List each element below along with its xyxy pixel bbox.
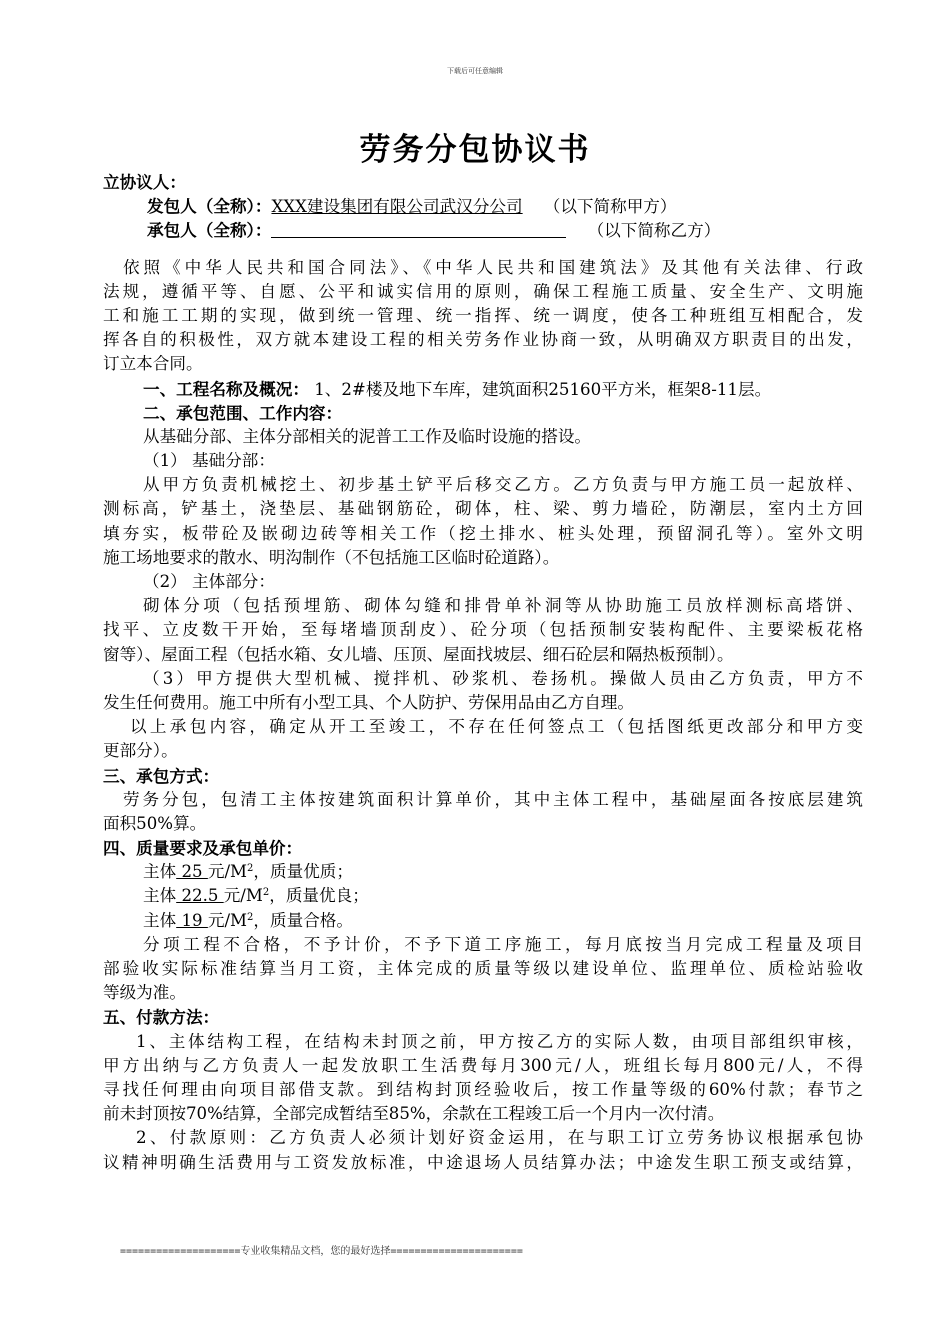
employer-label: 发包人（全称）： (147, 196, 272, 217)
price-unit: 元/M (207, 910, 248, 930)
section2-sub1-heading: （1） 基础分部： (143, 451, 275, 471)
section2-intro: 从基础分部、主体分部相关的泥普工工作及临时设施的搭设。 (143, 426, 592, 446)
section2-sub3-paragraph (103, 667, 863, 715)
price-unit-sup: 2 (247, 863, 254, 875)
section5-line: 寻找任何理由向项目部借支款。到结构封顶经验收后，按工作量等级的60%付款；春节之 (103, 1079, 863, 1099)
intro-paragraph (103, 256, 863, 377)
section5-line: 前未封顶按70%结算，全部完成暂结至85%，余款在工程竣工后一个月内一次付清。 (103, 1104, 725, 1124)
summary-line: 以上承包内容，确定从开工至竣工，不存在任何签点工（包括图纸更改部分和甲方变 (130, 717, 863, 737)
price-unit-sup: 2 (247, 911, 254, 923)
price-line (103, 884, 863, 908)
section5-line: 2、付款原则：乙方负责人必须计划好资金运用，在与职工订立劳务协议根据承包协 (136, 1128, 863, 1148)
employer-line (103, 194, 863, 218)
contractor-name-blank (271, 220, 566, 238)
price-unit-sup: 2 (262, 887, 270, 899)
section4-line: 分项工程不合格，不予计价，不予下道工序施工，每月底按当月完成工程量及项目 (143, 934, 863, 954)
sub2-line: 窗等）、屋面工程（包括水箱、女儿墙、压顶、屋面找坡层、细石砼层和隔热板预制）。 (103, 644, 734, 664)
sub1-line: 测标高，铲基土，浇垫层、基础钢筋砼，砌体，柱、梁、剪力墙砼，防潮层，室内土方回 (103, 499, 863, 519)
price-prefix: 主体 (143, 886, 177, 906)
employer-alias: （以下简称甲方） (543, 197, 677, 217)
section2-summary (103, 715, 863, 763)
section3-line: 劳务分包，包清工主体按建筑面积计算单价，其中主体工程中，基础屋面各按底层建筑 (123, 789, 863, 809)
section3-heading: 三、承包方式： (103, 765, 220, 786)
price-prefix: 主体 (143, 910, 177, 930)
price-quality: ，质量合格。 (253, 910, 353, 930)
employer-name: XXX建设集团有限公司武汉分公司 (271, 197, 523, 217)
document-body (103, 170, 863, 1175)
intro-line: 依照《中华人民共和国合同法》、《中华人民共和国建筑法》及其他有关法律、行政 (123, 257, 863, 277)
sub2-line: 找平、立皮数干开始，至每堵墙顶刮皮）、砼分项（包括预制安装构配件、主要梁板花格 (103, 620, 863, 640)
summary-line: 更部分）。 (103, 741, 178, 761)
footer-note: ====================专业收集精品文档，您的最好选择====================== (120, 1246, 523, 1257)
section2-heading: 二、承包范围、工作内容： (143, 402, 343, 423)
sub1-line: 填夯实，板带砼及嵌砌边砖等相关工作（挖土排水、桩头处理，预留洞孔等）。室外文明 (103, 523, 863, 543)
section5-heading: 五、付款方法： (103, 1007, 220, 1028)
sub1-line: 从甲方负责机械挖土、初步基土铲平后移交乙方。乙方负责与甲方施工员一起放样、 (143, 475, 863, 495)
intro-line: 法规，遵循平等、自愿、公平和诚实信用的原则，确保工程施工质量、安全生产、文明施 (103, 281, 863, 301)
intro-line: 订立本合同。 (103, 354, 203, 374)
price-quality: ，质量优质； (253, 862, 353, 882)
parties-heading: 立协议人： (103, 172, 186, 192)
sub3-line: 发生任何费用。施工中所有小型工具、个人防护、劳保用品由乙方自理。 (103, 692, 634, 712)
section4-paragraph (103, 933, 863, 1006)
intro-line: 挥各自的积极性，双方就本建设工程的相关劳务作业协商一致，从明确双方职责目的出发， (103, 330, 863, 350)
price-unit: 元/M (207, 862, 248, 882)
price-value: 25 (176, 862, 208, 882)
document-title: 劳务分包协议书 (359, 132, 591, 168)
contractor-alias: （以下简称乙方） (587, 221, 721, 241)
price-prefix: 主体 (143, 862, 177, 882)
header-note: 下载后可任意编辑 (447, 67, 503, 75)
price-line (103, 909, 863, 933)
section1-heading: 一、工程名称及概况： (143, 378, 309, 399)
section3-paragraph (103, 788, 863, 836)
section1 (103, 377, 863, 401)
section1-text: 1、2#楼及地下车库，建筑面积25160平方米，框架8-11层。 (308, 379, 772, 399)
section2-sub2-heading: （2） 主体部分： (143, 572, 275, 591)
section4-heading: 四、质量要求及承包单价： (103, 838, 303, 859)
sub2-line: 砌体分项（包括预埋筋、砌体勾缝和排骨单补洞等从协助施工员放样测标高塔饼、 (143, 596, 863, 616)
section5-line: 1、主体结构工程，在结构未封顶之前，甲方按乙方的实际人数，由项目部组织审核， (136, 1031, 863, 1051)
section5-line: 甲方出纳与乙方负责人一起发放职工生活费每月300元/人，班组长每月800元/人，不得 (103, 1055, 863, 1075)
section5-paragraph-2 (103, 1126, 863, 1174)
sub1-line: 施工场地要求的散水、明沟制作（不包括施工区临时砼道路）。 (103, 547, 560, 567)
price-unit: 元/M (223, 886, 263, 906)
section5-line: 议精神明确生活费用与工资发放标准，中途退场人员结算办法；中途发生职工预支或结算， (103, 1152, 863, 1172)
price-line (103, 860, 863, 884)
section2-sub1-paragraph (103, 473, 863, 570)
section4-line: 等级为准。 (103, 983, 186, 1003)
price-quality: ，质量优良； (269, 886, 369, 906)
intro-line: 工和施工工期的实现，做到统一管理、统一指挥、统一调度，使各工种班组互相配合，发 (103, 305, 863, 325)
section5-paragraph-1 (103, 1030, 863, 1127)
section2-sub2-paragraph (103, 594, 863, 667)
section4-line: 部验收实际标准结算当月工资，主体完成的质量等级以建设单位、监理单位、质检站验收 (103, 959, 863, 978)
price-value: 19 (176, 910, 208, 930)
price-value: 22.5 (176, 886, 224, 906)
contractor-line (103, 218, 863, 242)
contractor-label: 承包人（全称）： (147, 220, 272, 241)
sub3-line: （3）甲方提供大型机械、搅拌机、砂浆机、卷扬机。操做人员由乙方负责，甲方不 (143, 668, 863, 688)
section3-line: 面积50%算。 (103, 813, 207, 833)
